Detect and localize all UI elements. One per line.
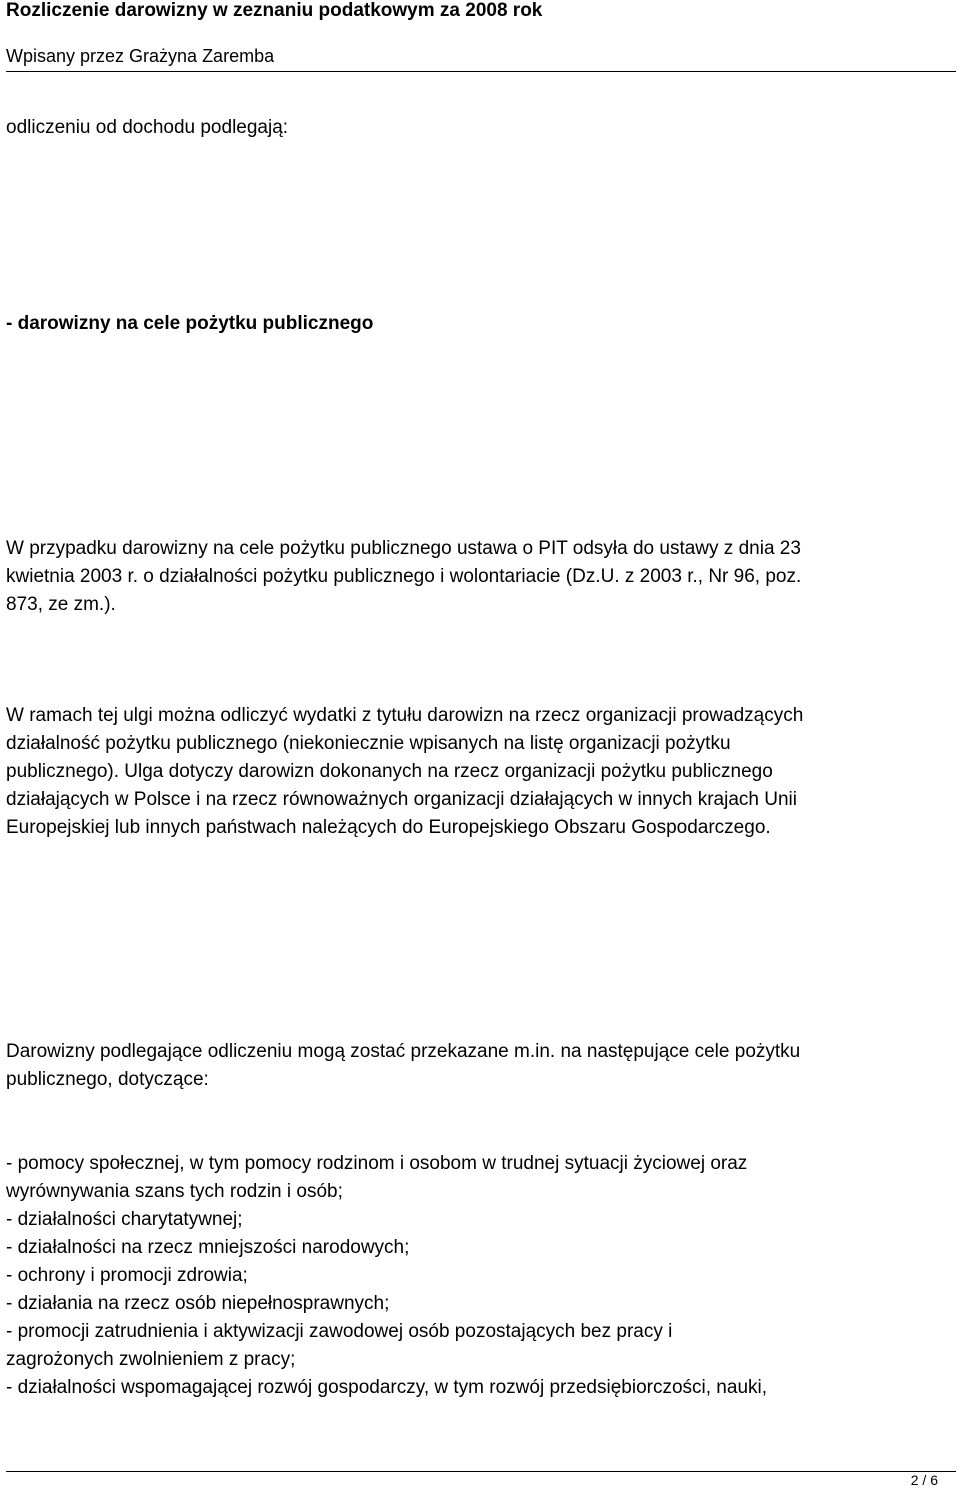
list-item: wyrównywania szans tych rodzin i osób; — [6, 1181, 343, 1202]
list-item: - działalności na rzecz mniejszości narodowych; — [6, 1237, 410, 1258]
paragraph-line: Europejskiej lub innych państwach należących do Europejskiego Obszaru Gospodarczego. — [6, 817, 771, 838]
list-item: - działalności charytatywnej; — [6, 1209, 243, 1230]
header-divider — [6, 71, 956, 72]
author-line: Wpisany przez Grażyna Zaremba — [6, 46, 275, 66]
list-item: - promocji zatrudnienia i aktywizacji zawodowej osób pozostających bez pracy i — [6, 1321, 673, 1342]
paragraph-line: Darowizny podlegające odliczeniu mogą zostać przekazane m.in. na następujące cele pożytku — [6, 1041, 801, 1062]
list-item: zagrożonych zwolnieniem z pracy; — [6, 1349, 296, 1370]
paragraph-line: 873, ze zm.). — [6, 594, 116, 615]
paragraph-line: kwietnia 2003 r. o działalności pożytku publicznego i wolontariacie (Dz.U. z 2003 r., Nr 96, poz. — [6, 566, 802, 587]
paragraph-line: działalność pożytku publicznego (niekoniecznie wpisanych na listę organizacji pożytku — [6, 733, 731, 754]
paragraph-line: publicznego). Ulga dotyczy darowizn dokonanych na rzecz organizacji pożytku publicznego — [6, 761, 773, 782]
page-number: 2 / 6 — [910, 1472, 938, 1488]
list-item: - ochrony i promocji zdrowia; — [6, 1265, 248, 1286]
paragraph-intro: odliczeniu od dochodu podlegają: — [6, 117, 289, 138]
paragraph-bold-item: - darowizny na cele pożytku publicznego — [6, 313, 374, 334]
document-title: Rozliczenie darowizny w zeznaniu podatkowym za 2008 rok — [6, 0, 543, 21]
list-item: - pomocy społecznej, w tym pomocy rodzinom i osobom w trudnej sytuacji życiowej oraz — [6, 1153, 748, 1174]
list-item: - działalności wspomagającej rozwój gospodarczy, w tym rozwój przedsiębiorczości, nauki, — [6, 1377, 768, 1398]
paragraph-line: W ramach tej ulgi można odliczyć wydatki z tytułu darowizn na rzecz organizacji prowadzących — [6, 705, 804, 726]
paragraph-line: publicznego, dotyczące: — [6, 1069, 209, 1090]
paragraph-line: W przypadku darowizny na cele pożytku publicznego ustawa o PIT odsyła do ustawy z dnia 23 — [6, 538, 801, 559]
footer-divider — [6, 1471, 956, 1472]
paragraph-line: działających w Polsce i na rzecz równoważnych organizacji działających w innych krajach Unii — [6, 789, 797, 810]
list-item: - działania na rzecz osób niepełnosprawnych; — [6, 1293, 390, 1314]
